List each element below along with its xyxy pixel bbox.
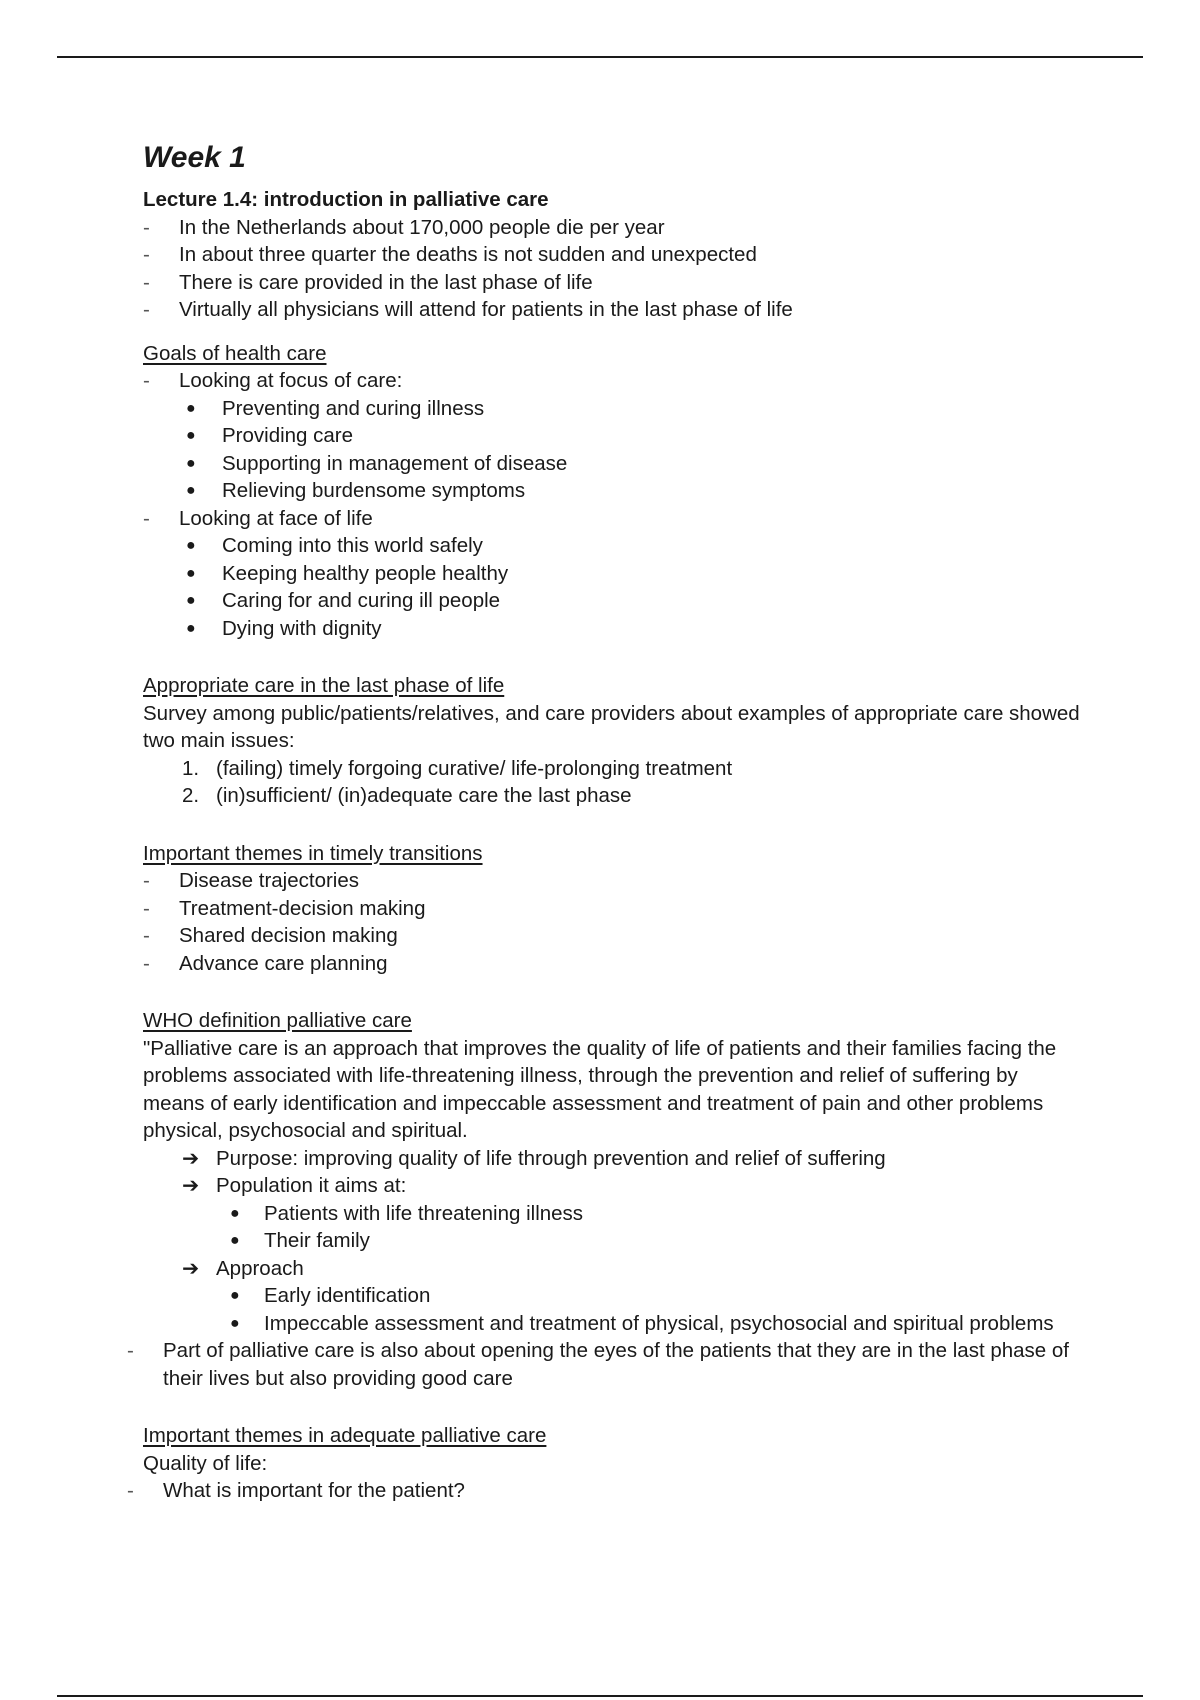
adequate-list (127, 1477, 1083, 1505)
list-item: ● Keeping healthy people healthy (143, 560, 1083, 588)
bullet-marker: ● (230, 1232, 240, 1249)
arrow-right-icon: ➔ (182, 1174, 200, 1197)
dash-marker: - (143, 369, 150, 392)
dash-marker: - (143, 506, 150, 530)
dash-marker: - (143, 869, 150, 892)
arrow-right-icon: ➔ (182, 1146, 200, 1170)
list-item: ● Dying with dignity (143, 615, 1083, 643)
page-title: Week 1 (143, 141, 246, 174)
dash-marker: - (143, 298, 150, 321)
list-item: 2. (in)sufficient/ (in)adequate care the last phase (143, 782, 1083, 810)
section-heading-adequate: Important themes in adequate palliative care (143, 1424, 547, 1447)
list-item: ➔ Approach (143, 1255, 1083, 1283)
dash-marker: - (143, 270, 150, 294)
dash-marker: - (143, 896, 150, 920)
bullet-marker: ● (186, 537, 196, 554)
bullet-marker: ● (186, 619, 196, 637)
list-item: - In the Netherlands about 170,000 people die per year (143, 214, 1083, 242)
list-item: - Advance care planning (143, 950, 1083, 978)
list-item: ● Early identification (143, 1282, 1083, 1310)
list-item: ● Patients with life threatening illness (143, 1200, 1083, 1228)
list-item: - Shared decision making (143, 922, 1083, 950)
list-item: ● Preventing and curing illness (143, 395, 1083, 423)
list-item: ● Supporting in management of disease (143, 450, 1083, 478)
top-rule (57, 56, 1143, 58)
list-item: - Looking at focus of care: (143, 367, 1083, 395)
list-item: ➔ Population it aims at: (143, 1172, 1083, 1200)
bullet-marker: ● (230, 1287, 240, 1304)
list-item: ● Their family (143, 1227, 1083, 1255)
section-heading-transitions: Important themes in timely transitions (143, 841, 483, 865)
list-item: 1. (failing) timely forgoing curative/ life-prolonging treatment (143, 755, 1083, 783)
dash-marker: - (127, 1339, 134, 1362)
goals-list-2 (143, 505, 1083, 533)
dash-marker: - (143, 243, 150, 266)
dash-marker: - (127, 1479, 134, 1502)
transitions-list (143, 867, 1083, 977)
who-quote: "Palliative care is an approach that improves the quality of life of patients and their families facing the problems associated with life-threatening illness, through the prevention and relief of suffering by means of early identification and impeccable assessment and treatment of pain and other problems physical, psychosocial and spiritual. (143, 1036, 1057, 1142)
list-item: ● Caring for and curing ill people (143, 587, 1083, 615)
list-item: ● Coming into this world safely (143, 532, 1083, 560)
face-bullet-list (143, 532, 1083, 642)
list-item: ● Impeccable assessment and treatment of physical, psychosocial and spiritual problems (143, 1310, 1083, 1338)
list-item: - Virtually all physicians will attend for patients in the last phase of life (143, 296, 1083, 324)
dash-marker: - (143, 951, 150, 975)
list-item: - There is care provided in the last phase of life (143, 269, 1083, 297)
intro-list (143, 214, 1083, 324)
bullet-marker: ● (186, 427, 196, 444)
list-item: - Treatment-decision making (143, 895, 1083, 923)
goals-list (143, 367, 1083, 395)
dash-marker: - (143, 924, 150, 947)
lecture-title: Lecture 1.4: introduction in palliative care (143, 188, 549, 211)
bullet-marker: ● (186, 592, 196, 609)
approach-bullet-list (143, 1282, 1083, 1337)
list-item: - Part of palliative care is also about opening the eyes of the patients that they are in the last phase of their lives but also providing good care (127, 1339, 1069, 1390)
appropriate-text: Survey among public/patients/relatives, and care providers about examples of appropriate care showed two main issues: (143, 701, 1080, 752)
bullet-marker: ● (186, 482, 196, 499)
bullet-marker: ● (186, 564, 196, 582)
section-heading-appropriate: Appropriate care in the last phase of life (143, 674, 505, 697)
dash-marker: - (143, 215, 150, 239)
focus-bullet-list (143, 395, 1083, 505)
bullet-marker: ● (186, 399, 196, 417)
population-bullet-list (143, 1200, 1083, 1255)
who-arrow-list-2 (143, 1255, 1083, 1283)
list-item: - Disease trajectories (143, 867, 1083, 895)
document-page (127, 138, 1083, 1505)
bullet-marker: ● (230, 1314, 240, 1332)
list-item: ● Providing care (143, 422, 1083, 450)
list-item: - Looking at face of life (143, 505, 1083, 533)
appropriate-numbered-list (143, 755, 1083, 810)
who-note-list (127, 1337, 1083, 1392)
list-item: ● Relieving burdensome symptoms (143, 477, 1083, 505)
number-marker: 2. (182, 784, 200, 807)
who-arrow-list (143, 1145, 1083, 1200)
list-item: - What is important for the patient? (127, 1477, 1083, 1505)
bullet-marker: ● (230, 1204, 240, 1222)
section-heading-who: WHO definition palliative care (143, 1009, 412, 1032)
bullet-marker: ● (186, 454, 196, 472)
number-marker: 1. (182, 756, 200, 780)
list-item: - In about three quarter the deaths is not sudden and unexpected (143, 241, 1083, 269)
adequate-subheading: Quality of life: (143, 1451, 268, 1475)
section-heading-goals: Goals of health care (143, 341, 327, 365)
bottom-rule (57, 1695, 1143, 1697)
list-item: ➔ Purpose: improving quality of life through prevention and relief of suffering (143, 1145, 1083, 1173)
arrow-right-icon: ➔ (182, 1256, 200, 1280)
